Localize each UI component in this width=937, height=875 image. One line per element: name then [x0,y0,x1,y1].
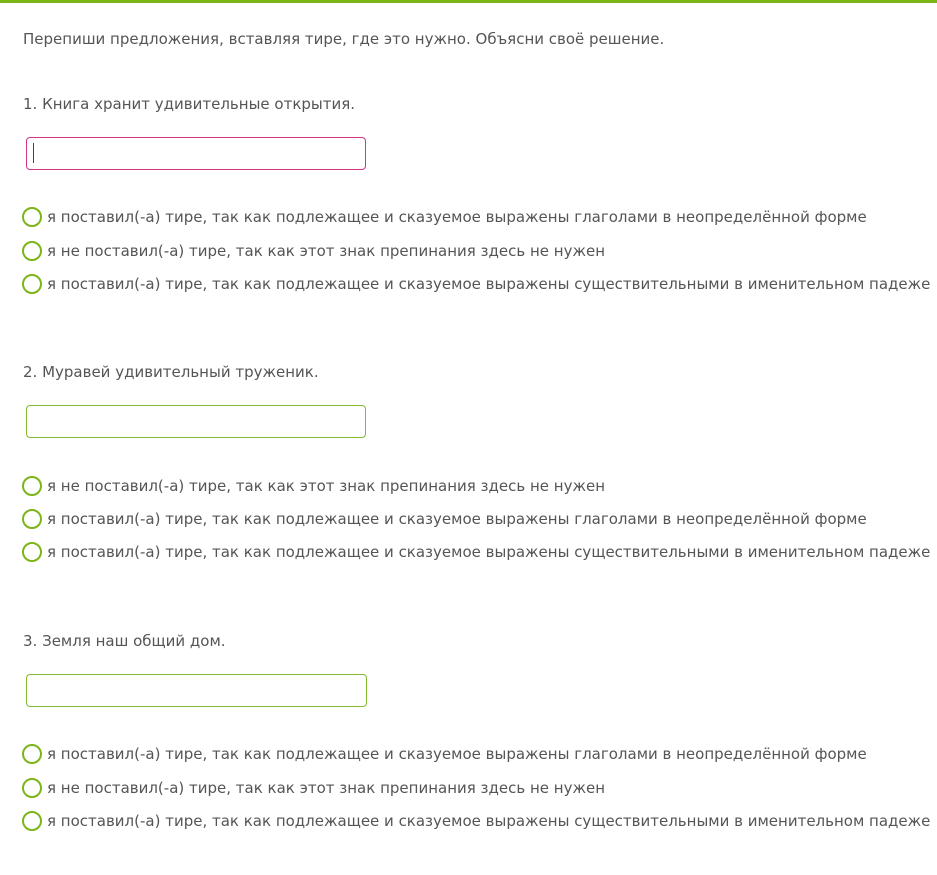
text-caret [33,143,34,163]
radio-button[interactable] [22,509,42,529]
radio-button[interactable] [22,207,42,227]
option-label: я поставил(-а) тире, так как подлежащее и сказуемое выражены глаголами в неопределённой форме [47,745,867,763]
task-2-answer-input[interactable] [26,405,366,438]
option-label: я не поставил(-а) тире, так как этот знак препинания здесь не нужен [47,477,606,495]
task-1-option-1[interactable] [22,205,867,229]
task-1-answer-input[interactable] [26,137,366,170]
task-2-option-1[interactable] [22,474,605,498]
radio-button[interactable] [22,811,42,831]
option-label: я поставил(-а) тире, так как подлежащее и сказуемое выражены глаголами в неопределённой форме [47,208,867,226]
option-label: я поставил(-а) тире, так как подлежащее и сказуемое выражены существительными в именительном падеже [47,275,931,293]
task-3-answer-input[interactable] [26,674,367,707]
top-accent-bar [0,0,937,3]
task-3-title: 3. Земля наш общий дом. [23,632,226,650]
task-2-option-3[interactable] [22,540,930,564]
task-1-title: 1. Книга хранит удивительные открытия. [23,95,356,113]
task-3-option-1[interactable] [22,742,867,766]
task-3-option-3[interactable] [22,809,930,833]
task-2-option-2[interactable] [22,507,867,531]
instruction-text: Перепиши предложения, вставляя тире, где это нужно. Объясни своё решение. [23,30,665,48]
option-label: я не поставил(-а) тире, так как этот знак препинания здесь не нужен [47,242,606,260]
task-2-title: 2. Муравей удивительный труженик. [23,363,319,381]
radio-button[interactable] [22,744,42,764]
option-label: я не поставил(-а) тире, так как этот знак препинания здесь не нужен [47,779,606,797]
option-label: я поставил(-а) тире, так как подлежащее и сказуемое выражены существительными в именительном падеже [47,812,931,830]
task-3-option-2[interactable] [22,776,605,800]
radio-button[interactable] [22,542,42,562]
option-label: я поставил(-а) тире, так как подлежащее и сказуемое выражены существительными в именительном падеже [47,543,931,561]
radio-button[interactable] [22,476,42,496]
task-1-option-2[interactable] [22,239,605,263]
radio-button[interactable] [22,274,42,294]
radio-button[interactable] [22,778,42,798]
option-label: я поставил(-а) тире, так как подлежащее и сказуемое выражены глаголами в неопределённой форме [47,510,867,528]
radio-button[interactable] [22,241,42,261]
task-1-option-3[interactable] [22,272,930,296]
